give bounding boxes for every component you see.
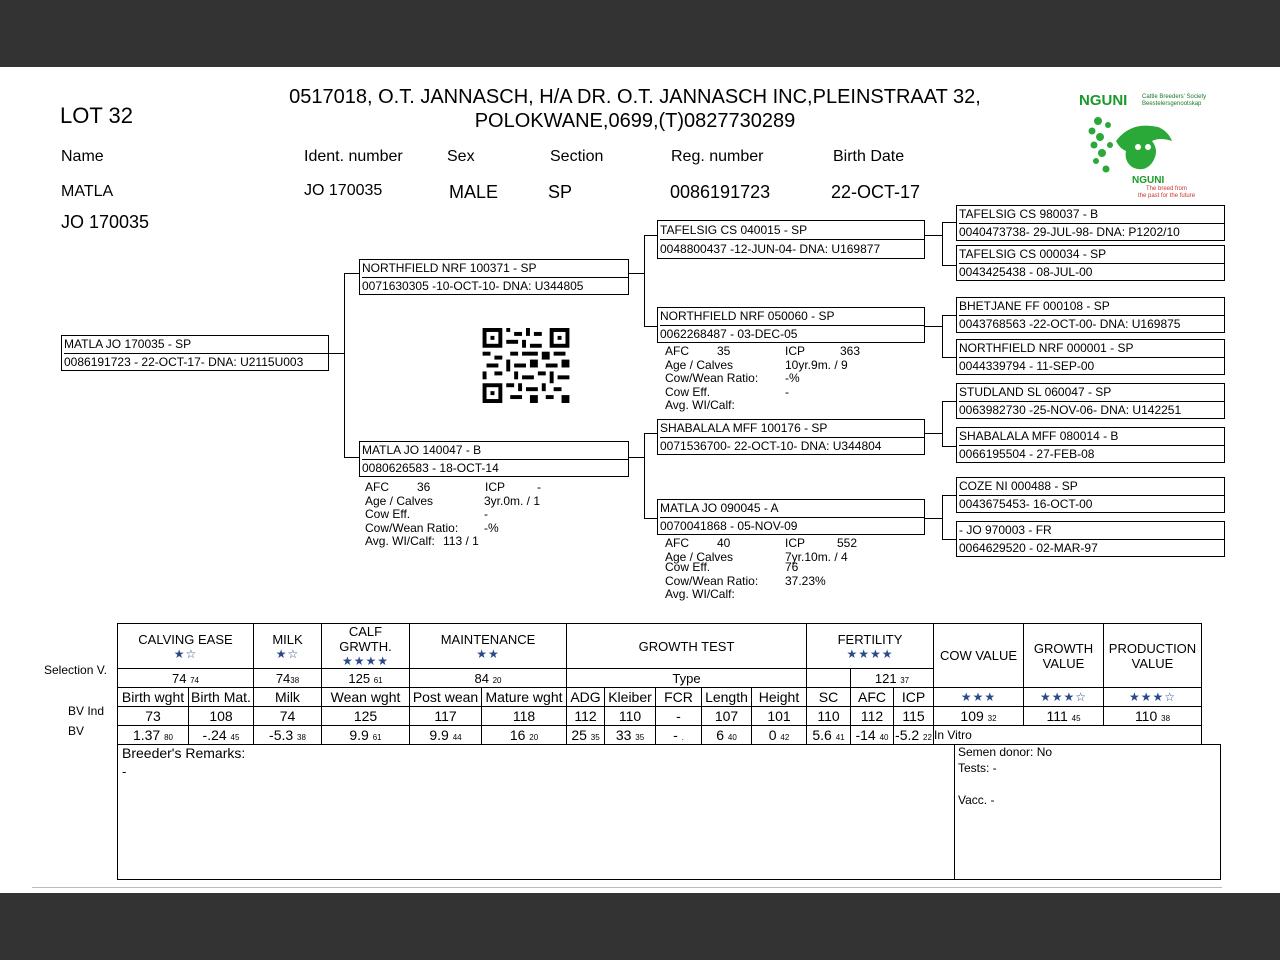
cw-value: -% [484,520,499,535]
col-header: AFC [851,688,894,707]
dsd-name: SHABALALA MFF 080014 - B [959,428,1224,446]
afc-label: AFC [365,480,389,494]
ce-value: 76 [785,560,799,574]
sel-calving-value: 74 [172,670,187,686]
bv-value: 16 [509,727,526,743]
label-sex: Sex [447,148,475,165]
bv-accuracy: 61 [372,733,382,742]
bv-ind-cell: 115 [894,707,934,726]
cw-label: Cow/Wean Ratio: [665,371,759,385]
col-header: Height [752,688,807,707]
dds-name: COZE NI 000488 - SP [959,478,1224,496]
pedigree-dds [956,477,1225,513]
sire-name: NORTHFIELD NRF 100371 - SP [362,260,628,278]
bv-cell [482,726,567,745]
growth-test-title: GROWTH TEST [638,638,735,654]
icp-value: - [537,480,541,494]
bv-cell [567,726,605,745]
sss-name: TAFELSIG CS 980037 - B [959,206,1224,224]
bv-accuracy: 80 [164,733,174,742]
bv-cell [189,726,254,745]
pedigree-ssd [956,245,1225,281]
age-value: 7yr.10m. / 4 [785,549,848,564]
bottom-bar [0,893,1280,960]
bv-value: 1.37 [132,727,161,743]
ssd-details: 0043425438 - 08-JUL-00 [959,265,1093,279]
pedigree-sds [956,297,1225,333]
label-section: Section [550,148,604,165]
awc-label: Avg. WI/Calf: [365,534,435,548]
bv-cell [322,726,410,745]
logo-tagline: The breed from [1146,186,1188,192]
bv-value: -14 [855,727,876,743]
pedigree-ddd [956,521,1225,557]
growth-value-title: GROWTH [1033,640,1094,656]
ds-name: SHABALALA MFF 100176 - SP [660,420,924,438]
row-label-bv: BV [68,724,85,738]
fertility-title: FERTILITY [837,631,903,647]
nguni-bull-icon [1086,111,1176,179]
bv-ind-cell: 110 [605,707,656,726]
pedigree-dam-dam [657,499,925,535]
ce-label: Cow Eff. [365,507,411,521]
bv-ind-cell: 117 [410,707,482,726]
bv-value: 33 [615,727,632,743]
remarks-title: Breeder's Remarks: [122,745,246,761]
dss-name: STUDLAND SL 060047 - SP [959,384,1224,402]
dsd-details: 0066195504 - 27-FEB-08 [959,447,1095,461]
group-calf-growth [322,624,410,669]
pedigree-dsd [956,427,1225,463]
ds-details: 0071536700- 22-OCT-10- DNA: U344804 [660,439,882,453]
stats-dam [365,481,595,549]
afc-value: 36 [417,480,431,494]
sss-details: 0040473738- 29-JUL-98- DNA: P1202/10 [959,225,1180,239]
sel-calf-value: 125 [348,670,371,686]
group-growth-test [567,624,807,669]
bv-cell [807,726,851,745]
bv-value: 9.9 [429,727,449,743]
lot-number: LOT 32 [60,103,133,128]
stats-dam-dam [665,537,895,602]
semen-donor: Semen donor: No [958,745,1053,759]
awc-label: Avg. WI/Calf: [665,587,735,601]
col-header: Birth Mat. [189,688,254,707]
cw-label: Cow/Wean Ratio: [665,573,759,588]
milk-title: MILK [272,631,303,647]
pedigree-dss [956,383,1225,419]
breeding-values-table [117,623,1202,745]
qr-code-icon [482,328,570,403]
ss-name: TAFELSIG CS 040015 - SP [660,221,924,240]
bv-cell [605,726,656,745]
ssd-name: TAFELSIG CS 000034 - SP [959,246,1224,264]
bv-accuracy: 35 [635,733,645,742]
dd-details: 0070041868 - 05-NOV-09 [660,519,798,533]
cw-label: Cow/Wean Ratio: [365,520,459,535]
bv-value: 5.6 [812,727,832,743]
animal-ident: JO 170035 [304,182,383,199]
animal-birth: 22-OCT-17 [831,182,921,202]
age-label: Age / Calves [365,493,434,508]
sel-fert-value: 121 [874,670,897,686]
bv-ind-cell: 118 [482,707,567,726]
bv-accuracy: 42 [780,733,790,742]
bv-accuracy: 45 [230,733,240,742]
sel-milk [254,669,322,688]
label-ident: Ident. number [304,148,403,165]
label-name: Name [61,148,104,165]
afc-label: AFC [665,536,689,550]
group-fertility [807,624,934,669]
bv-cell [656,726,702,745]
group-growth-value [1024,624,1104,688]
col-header: Wean wght [322,688,410,707]
bv-value: 6 [716,727,724,743]
age-label: Age / Calves [665,549,734,564]
bv-cell [254,726,322,745]
cw-value: -% [785,371,800,385]
group-cow-value [934,624,1024,688]
ind-gv-acc: 45 [1071,714,1081,723]
remarks-panel [117,744,1221,880]
icp-label: ICP [485,480,506,494]
growth-value-stars: ★★★☆ [1024,688,1104,707]
logo-tagline-2: the past for the future [1138,193,1196,199]
pedigree-sire-sire [657,220,925,259]
remarks-text: - [122,764,127,779]
animal-section: SP [548,182,573,202]
dam-name: MATLA JO 140047 - B [362,442,628,460]
ddd-name: - JO 970003 - FR [959,522,1224,540]
sds-details: 0043768563 -22-OCT-00- DNA: U169875 [959,317,1181,331]
sel-milk-value: 74 [275,670,291,686]
bv-accuracy: . [681,733,684,742]
ind-pv-acc: 38 [1161,714,1171,723]
col-header: SC [807,688,851,707]
lot-page [0,67,1280,893]
sel-type [567,669,807,688]
bv-cell [410,726,482,745]
calving-ease-stars: ★☆ [173,646,198,661]
subject-name: MATLA JO 170035 - SP [64,336,328,354]
sdd-name: NORTHFIELD NRF 000001 - SP [959,340,1224,358]
pedigree-dam [359,441,629,477]
bv-ind-cell: 74 [254,707,322,726]
ind-cv-acc: 32 [987,714,997,723]
animal-reg: 0086191723 [670,182,771,202]
group-maintenance [410,624,567,669]
bv-value: 9.9 [349,727,369,743]
sel-fert [851,669,934,688]
group-production-value [1104,624,1202,688]
logo-society: Cattle Breeders' Society [1142,94,1207,100]
bv-cell [118,726,189,745]
afc-label: AFC [665,344,689,358]
bv-accuracy: 40 [879,733,889,742]
production-value-stars: ★★★☆ [1104,688,1202,707]
pedigree-sss [956,205,1225,241]
production-value-title: PRODUCTION [1108,640,1197,656]
pedigree-subject [61,335,329,371]
age-label: Age / Calves [665,357,734,372]
sel-calving-acc: 74 [190,675,199,685]
sel-calf-acc: 61 [373,675,383,685]
col-header: FCR [656,688,702,707]
icp-value: 363 [840,344,861,358]
bv-accuracy: 44 [452,733,462,742]
bv-accuracy: 35 [590,733,600,742]
production-value-title-2: VALUE [1131,655,1174,671]
sel-maint-acc: 20 [492,675,502,685]
bv-value: -5.3 [269,727,294,743]
bv-ind-cell: 125 [322,707,410,726]
bv-value: 0 [768,727,777,743]
bv-accuracy: 38 [297,733,306,742]
bv-value: 25 [571,727,587,743]
logo-society-2: Beestelersgenootskap [1142,101,1202,107]
calving-ease-title: CALVING EASE [138,631,233,647]
sd-details: 0062268487 - 03-DEC-05 [660,327,798,341]
icp-label: ICP [785,344,806,358]
ind-pv-value: 110 [1134,708,1158,724]
bv-ind-cell: 73 [118,707,189,726]
ce-label: Cow Eff. [665,384,711,399]
ind-cow-value [934,707,1024,726]
group-milk [254,624,322,669]
age-value: 3yr.0m. / 1 [484,493,541,508]
ind-growth-value [1024,707,1104,726]
col-header: Kleiber [605,688,656,707]
pedigree-sire-dam [657,307,925,343]
awc-label: Avg. WI/Calf: [665,398,735,412]
tests: Tests: - [958,761,997,775]
bv-accuracy: 20 [529,733,539,742]
col-header: Birth wght [118,688,189,707]
ind-production-value [1104,707,1202,726]
owner-line-2: POLOKWANE,0699,(T)0827730289 [474,110,796,132]
sel-calving [118,669,254,688]
stats-sire-dam [665,345,895,413]
bv-ind-cell: 112 [851,707,894,726]
bv-value: - [673,727,678,743]
bv-value: -.24 [202,727,227,743]
bv-accuracy: 40 [727,733,737,742]
pedigree-sire [359,259,629,295]
bv-accuracy: 41 [835,733,845,742]
ce-value: - [785,384,789,399]
age-value: 10yr.9m. / 9 [785,357,848,372]
logo-name: NGUNI [1079,92,1128,109]
row-label-selection: Selection V. [44,663,107,677]
col-header: Milk [254,688,322,707]
type-label: Type [672,670,701,686]
dss-details: 0063982730 -25-NOV-06- DNA: U142251 [959,403,1182,417]
nguni-logo [1076,89,1216,197]
dds-details: 0043675453- 16-OCT-00 [959,497,1093,511]
maintenance-stars: ★★ [476,646,500,661]
sel-calf [322,669,410,688]
bv-ind-cell: 108 [189,707,254,726]
sire-details: 0071630305 -10-OCT-10- DNA: U344805 [362,279,584,293]
row-label-bv-ind: BV Ind [68,704,105,718]
animal-ident-large: JO 170035 [61,212,150,232]
afc-value: 40 [717,536,731,550]
awc-value: 113 / 1 [443,534,479,548]
sel-maint-value: 84 [474,670,489,686]
calf-growth-stars: ★★★★ [341,654,390,668]
label-reg: Reg. number [671,148,764,165]
ss-details: 0048800437 -12-JUN-04- DNA: U169877 [660,242,881,256]
col-header: Length [702,688,752,707]
pedigree-sdd [956,339,1225,375]
ce-label: Cow Eff. [665,560,711,574]
col-header: Mature wght [482,688,567,707]
sel-maint [410,669,567,688]
cw-value: 37.23% [785,573,826,588]
fertility-stars: ★★★★ [846,646,894,661]
cow-value-title: COW VALUE [939,648,1018,663]
sdd-details: 0044339794 - 11-SEP-00 [959,359,1095,373]
animal-name: MATLA [61,183,114,200]
growth-value-title-2: VALUE [1042,655,1085,671]
col-header: Post wean [410,688,482,707]
pedigree-dam-sire [657,419,925,455]
logo-name-2: NGUNI [1132,175,1165,186]
bv-cell [851,726,894,745]
vaccinations: Vacc. - [958,793,995,807]
owner-line-1: 0517018, O.T. JANNASCH, H/A DR. O.T. JANNASCH INC,PLEINSTRAAT 32, [289,86,981,108]
sel-fert-blank [807,669,851,688]
group-calving-ease [118,624,254,669]
cow-value-stars: ★★★ [934,688,1024,707]
bv-ind-cell: 107 [702,707,752,726]
milk-stars: ★☆ [275,646,300,661]
label-birth: Birth Date [833,148,905,165]
subject-details: 0086191723 - 22-OCT-17- DNA: U2115U003 [64,355,304,369]
bv-accuracy: 22 [923,733,932,742]
calf-growth-title: CALF GRWTH. [339,624,392,654]
ce-value: - [484,507,488,521]
in-vitro: In Vitro [934,726,1202,745]
ind-cv-value: 109 [960,708,984,724]
col-header: ADG [567,688,605,707]
ddd-details: 0064629520 - 02-MAR-97 [959,541,1098,555]
ind-gv-value: 111 [1046,708,1068,724]
sds-name: BHETJANE FF 000108 - SP [959,298,1224,316]
bv-cell [894,726,934,745]
bv-ind-cell: - [656,707,702,726]
dam-details: 0080626583 - 18-OCT-14 [362,461,499,475]
sel-fert-acc: 37 [900,675,910,685]
sd-name: NORTHFIELD NRF 050060 - SP [660,308,924,326]
bv-ind-cell: 112 [567,707,605,726]
dd-name: MATLA JO 090045 - A [660,500,924,518]
bv-cell [702,726,752,745]
col-header: ICP [894,688,934,707]
maintenance-title: MAINTENANCE [440,631,536,647]
bv-cell [752,726,807,745]
icp-label: ICP [785,536,806,550]
sel-milk-acc: 38 [290,675,300,685]
icp-value: 552 [837,536,858,550]
bv-value: -5.2 [895,727,920,743]
top-bar [0,0,1280,67]
bv-ind-cell: 110 [807,707,851,726]
animal-sex: MALE [449,182,499,202]
bv-ind-cell: 101 [752,707,807,726]
afc-value: 35 [717,344,731,358]
